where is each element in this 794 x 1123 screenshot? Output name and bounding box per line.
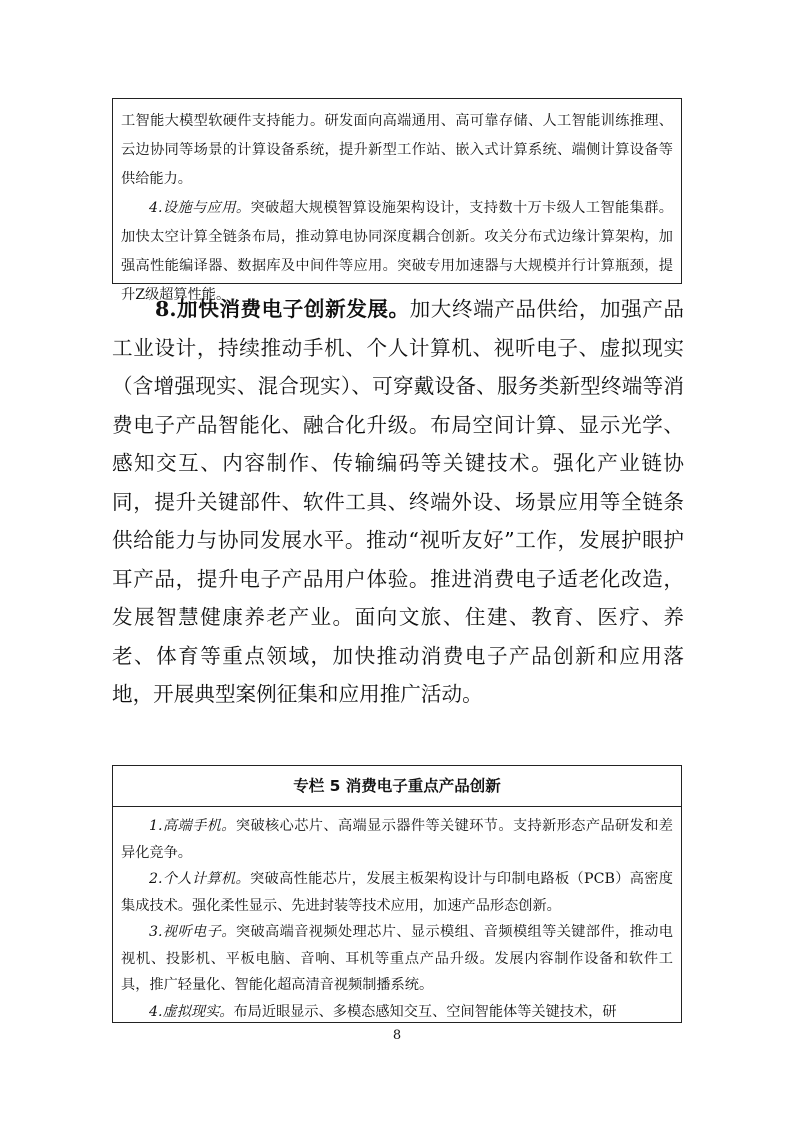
main-text — [112, 290, 684, 714]
column-box-body — [113, 807, 681, 1023]
paragraph-text: 加大终端产品供给，加强产品工业设计，持续推动手机、个人计算机、视听电子、虚拟现实（含增强现实、混合现实）、可穿戴设备、服务类新型终端等消费电子产品智能化、融合化升级。布局空间计算、显示光学、感知交互、内容制作、传输编码等关键技术。强化产业链协同，提升关键部件、软件工具、终端外设、场景应用等全链条供给能力与协同发展水平。推动“视听友好”工作，发展护眼护耳产品，提升电子产品用户体验。推进消费电子适老化改造，发展智慧健康养老产业。面向文旅、住建、教育、医疗、养老、体育等重点领域，加快推动消费电子产品创新和应用落地，开展典型案例征集和应用推广活动。 — [112, 297, 684, 706]
item-text: 突破高端音视频处理芯片、显示模组、音频模组等关键部件，推动电视机、投影机、平板电脑、音响、耳机等重点产品升级。发展内容制作设备和软件工具，推广轻量化、智能化超高清音视频制播系统。 — [121, 924, 673, 993]
list-item — [121, 999, 673, 1024]
list-item — [121, 813, 673, 866]
item-text: 突破超大规模智算设施架构设计，支持数十万卡级人工智能集群。加快太空计算全链条布局，推动算电协同深度耦合创新。攻关分布式边缘计算架构，加强高性能编译器、数据库及中间件等应用。突破专用加速器与大规模并行计算瓶颈，提升Z级超算性能。 — [121, 200, 673, 303]
item-label: 3.视听电子。 — [149, 924, 236, 940]
item-label: 4.设施与应用。 — [149, 200, 251, 216]
continued-column-box — [112, 98, 682, 303]
item-text: 布局近眼显示、多模态感知交互、空间智能体等关键技术，研 — [233, 1003, 617, 1020]
item-text: 突破核心芯片、高端显示器件等关键环节。支持新形态产品研发和差异化竞争。 — [121, 818, 673, 861]
item-label: 4.虚拟现实。 — [149, 1003, 234, 1020]
item-text: 突破高性能芯片，发展主板架构设计与印制电路板（PCB）高密度集成技术。强化柔性显示、先进封装等技术应用，加速产品形态创新。 — [121, 871, 673, 914]
item-label: 2.个人计算机。 — [149, 871, 251, 887]
item-label: 1.高端手机。 — [149, 818, 236, 834]
column-box-title: 专栏 5 消费电子重点产品创新 — [113, 766, 681, 807]
list-item — [121, 866, 673, 919]
box-paragraph: 工智能大模型软硬件支持能力。研发面向高端通用、高可靠存储、人工智能训练推理、云边协同等场景的计算设备系统，提升新型工作站、嵌入式计算系统、端侧计算设备等供给能力。 — [121, 113, 673, 187]
page-number: 8 — [392, 1028, 402, 1043]
section-heading: 8.加快消费电子创新发展。 — [155, 297, 410, 321]
list-item — [121, 919, 673, 999]
body-paragraph — [112, 290, 684, 714]
column-box-5 — [112, 765, 682, 1023]
